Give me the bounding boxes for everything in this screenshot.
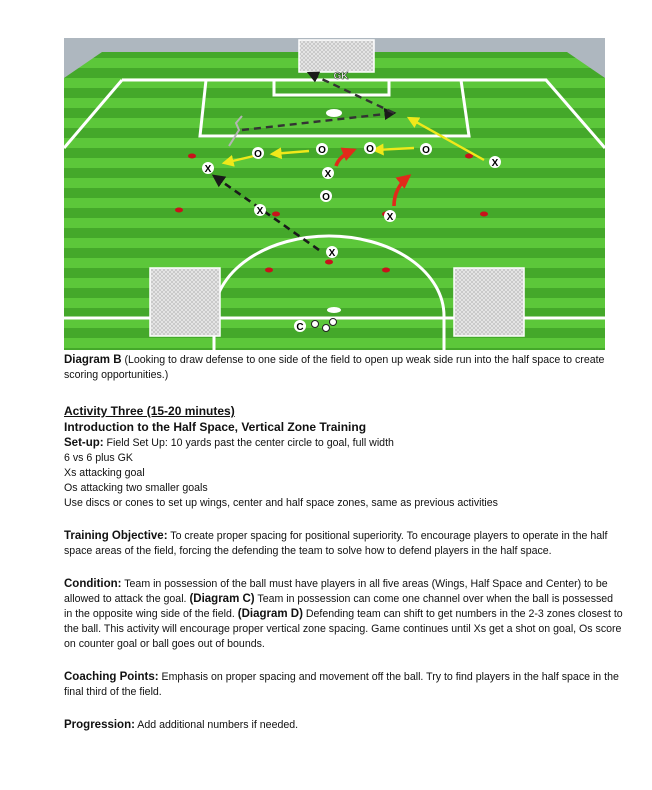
goalkeeper-label: GK bbox=[333, 71, 349, 82]
setup-line: Xs attacking goal bbox=[64, 467, 145, 479]
player-o: O bbox=[254, 149, 262, 160]
activity-section bbox=[64, 404, 624, 733]
player-o: O bbox=[422, 145, 430, 156]
small-goal-left bbox=[150, 268, 220, 336]
progression-text: Add additional numbers if needed. bbox=[134, 719, 299, 731]
center-spot bbox=[327, 307, 341, 313]
objective-text: To create proper spacing for positional superiority. To encourage players to operate in the half space areas of the field, forcing the defending the team to solve how to defend players in the half space. bbox=[64, 530, 608, 557]
activity-subheading: Introduction to the Half Space, Vertical Zone Training bbox=[64, 420, 367, 434]
setup-line: Os attacking two smaller goals bbox=[64, 482, 208, 494]
condition-text-3: Defending team can shift to get numbers in the 2-3 zones closest to the ball. This activity will encourage proper vertical zone spacing. Game continues until Xs get a shot on goal, Os score on counter goal or ball goes out of bounds. bbox=[64, 608, 623, 650]
player-x: X bbox=[328, 248, 336, 259]
player-x: X bbox=[386, 212, 394, 223]
condition-text-2: Team in possession can come one channel over when the ball is possessed in the opposite wing side of the field. bbox=[64, 593, 614, 620]
player-o: O bbox=[366, 144, 374, 155]
setup-text: Field Set Up: 10 yards past the center circle to goal, full width bbox=[103, 437, 394, 449]
condition-label: Condition: bbox=[64, 578, 122, 590]
field-diagram bbox=[64, 38, 605, 350]
diagram-caption bbox=[64, 353, 624, 383]
player-x: X bbox=[204, 164, 212, 175]
objective-label: Training Objective: bbox=[64, 530, 168, 542]
caption-text: (Looking to draw defense to one side of the field to open up weak side run into the half space to create scoring opportunities.) bbox=[64, 354, 605, 381]
small-goal-right bbox=[454, 268, 524, 336]
player-x: X bbox=[256, 206, 264, 217]
setup-line: 6 vs 6 plus GK bbox=[64, 452, 133, 464]
setup-label: Set-up: bbox=[64, 437, 104, 449]
player-o: O bbox=[322, 192, 330, 203]
coaching-label: Coaching Points: bbox=[64, 671, 159, 683]
player-x: X bbox=[324, 169, 332, 180]
setup-line: Use discs or cones to set up wings, center and half space zones, same as previous activities bbox=[64, 497, 498, 509]
progression-label: Progression: bbox=[64, 719, 135, 731]
condition-text-1: Team in possession of the ball must have players in all five areas (Wings, Half Space and Center) to be allowed to attack the goal. bbox=[64, 578, 608, 605]
penalty-spot bbox=[326, 109, 342, 117]
caption-title: Diagram B bbox=[64, 354, 122, 366]
player-o: O bbox=[318, 145, 326, 156]
player-x: X bbox=[491, 158, 499, 169]
diagram-c-ref: (Diagram C) bbox=[189, 593, 255, 605]
activity-heading: Activity Three (15-20 minutes) bbox=[64, 404, 235, 418]
diagram-d-ref: (Diagram D) bbox=[237, 608, 303, 620]
coaching-text: Emphasis on proper spacing and movement off the ball. Try to find players in the half space in the final third of the field. bbox=[64, 671, 619, 698]
main-goal bbox=[299, 40, 374, 72]
player-c: C bbox=[296, 322, 304, 333]
